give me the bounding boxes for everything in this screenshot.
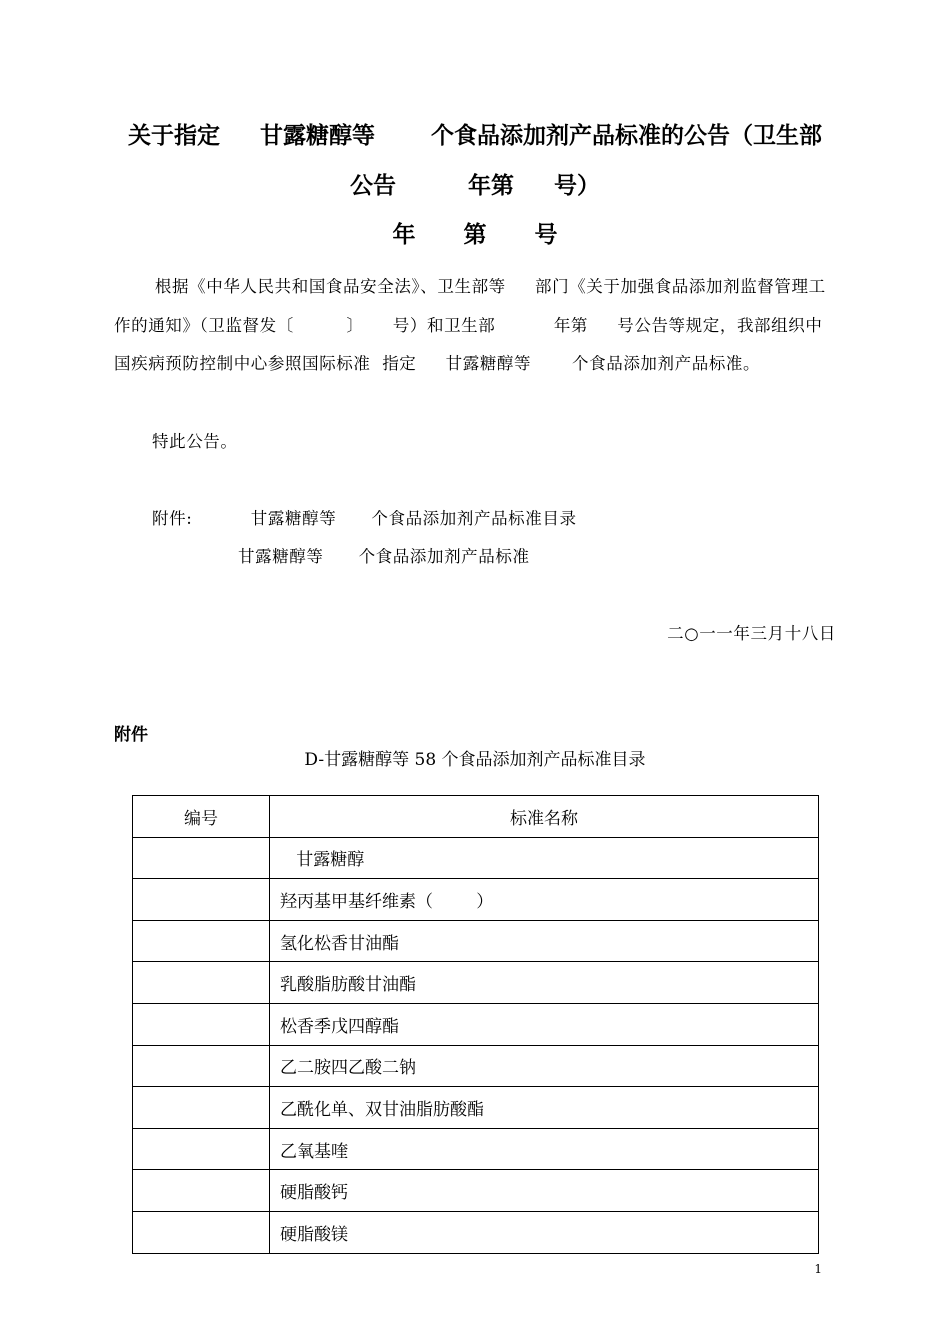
standard-name: 乙酰化单、双甘油脂肪酸酯: [270, 1087, 819, 1129]
title-line-2: 公告 年第 号）: [349, 173, 601, 199]
annex-list-item-2: 甘露糖醇等 个食品添加剂产品标准: [238, 547, 530, 566]
row-number: [133, 1003, 270, 1045]
standards-table: [132, 795, 819, 1254]
standard-name: 甘露糖醇: [270, 837, 819, 879]
column-header-name: 标准名称: [270, 796, 819, 838]
row-number: [133, 1211, 270, 1253]
row-number: [133, 1128, 270, 1170]
table-row: [133, 1003, 819, 1045]
row-number: [133, 879, 270, 921]
row-number: [133, 1087, 270, 1129]
table-row: [133, 962, 819, 1004]
row-number: [133, 920, 270, 962]
table-row: [133, 1045, 819, 1087]
title-line-1: 关于指定 甘露糖醇等 个食品添加剂产品标准的公告（卫生部: [127, 123, 823, 149]
notice-text: 特此公告。: [152, 432, 238, 451]
standard-name: 乙氧基喹: [270, 1128, 819, 1170]
standard-name: 羟丙基甲基纤维素（ ）: [270, 879, 819, 921]
row-number: [133, 962, 270, 1004]
standard-name: 硬脂酸镁: [270, 1211, 819, 1253]
table-row: [133, 879, 819, 921]
announcement-paragraph: 根据《中华人民共和国食品安全法》、卫生部等 部门《关于加强食品添加剂监督管理工作的通知》（卫监督发〔 〕 号）和卫生部 年第 号公告等规定，我部组织中国疾病预防控制中心参照国际标准 指定 甘露糖醇等 个食品添加剂产品标准。: [114, 277, 826, 373]
row-number: [133, 837, 270, 879]
table-row: [133, 1211, 819, 1253]
table-header-row: [133, 796, 819, 838]
standard-name: 乙二胺四乙酸二钠: [270, 1045, 819, 1087]
standard-name: 乳酸脂肪酸甘油酯: [270, 962, 819, 1004]
table-title: D-甘露糖醇等 58 个食品添加剂产品标准目录: [304, 750, 646, 770]
table-row: [133, 920, 819, 962]
title-line-3: 年 第 号: [392, 222, 558, 248]
standard-name: 氢化松香甘油酯: [270, 920, 819, 962]
standard-name: 松香季戊四醇酯: [270, 1003, 819, 1045]
annex-label: 附件: [114, 725, 148, 745]
column-header-number: 编号: [133, 796, 270, 838]
table-row: [133, 1128, 819, 1170]
page-number: 1: [814, 1262, 822, 1276]
table-row: [133, 1087, 819, 1129]
table-row: [133, 1170, 819, 1212]
row-number: [133, 1045, 270, 1087]
standard-name: 硬脂酸钙: [270, 1170, 819, 1212]
row-number: [133, 1170, 270, 1212]
issue-date: 二○一一年三月十八日: [667, 624, 836, 643]
annex-list-item-1: 附件: 甘露糖醇等 个食品添加剂产品标准目录: [152, 509, 577, 528]
table-row: [133, 837, 819, 879]
